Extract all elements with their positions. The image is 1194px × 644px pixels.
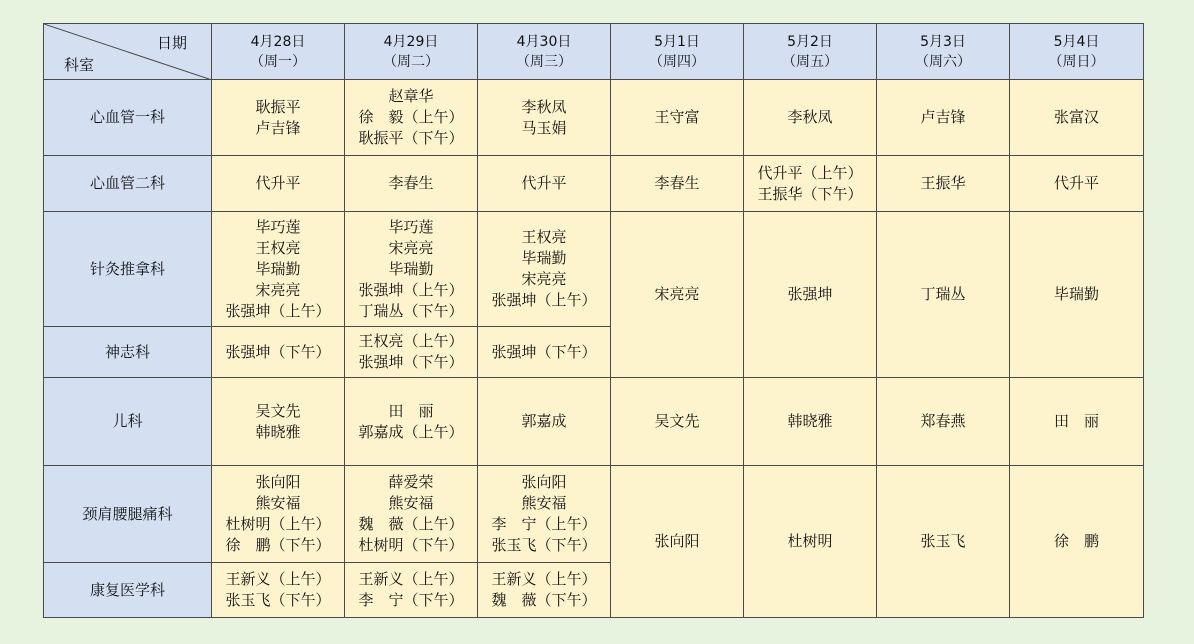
- duty-cell: [877, 156, 1010, 212]
- duty-cell: [478, 378, 611, 466]
- staff-name: 郭嘉成: [521, 412, 567, 430]
- staff-name: 田 丽: [388, 401, 434, 420]
- corner-date-label: 日期: [156, 34, 187, 52]
- staff-name: 郑春燕: [920, 412, 966, 430]
- staff-name: 郭嘉成（上午）: [358, 422, 464, 441]
- duty-cell: [611, 156, 744, 212]
- day-date: 4月30日: [516, 33, 572, 50]
- merged-duty-cell: [611, 212, 744, 378]
- staff-name: 王权亮: [255, 238, 301, 257]
- staff-name: 徐 鹏（下午）: [225, 536, 331, 554]
- staff-name: 张强坤（上午）: [225, 301, 331, 320]
- duty-cell: [877, 378, 1010, 466]
- staff-name: 李秋凤: [787, 108, 833, 126]
- staff-name: 赵章华: [388, 87, 434, 105]
- duty-cell: [611, 378, 744, 466]
- day-header: [611, 24, 744, 80]
- table-row: [44, 80, 1144, 156]
- staff-name: 韩晓雅: [787, 412, 833, 430]
- staff-name: 代升平: [255, 174, 301, 192]
- staff-name: 张强坤（下午）: [491, 342, 597, 361]
- day-weekday: （周六）: [915, 53, 971, 70]
- duty-cell: [345, 327, 478, 378]
- staff-name: 丁瑞丛: [920, 285, 966, 303]
- staff-name: 丁瑞丛（下午）: [358, 301, 464, 320]
- corner-dept-label: 科室: [64, 56, 95, 74]
- day-weekday: （周三）: [516, 53, 572, 70]
- staff-name: 宋亮亮: [521, 270, 567, 288]
- staff-name: 张强坤（下午）: [358, 353, 464, 371]
- duty-cell: [478, 80, 611, 156]
- merged-duty-cell: [877, 466, 1010, 618]
- staff-name: 马玉娟: [521, 118, 567, 137]
- duty-cell: [345, 378, 478, 466]
- staff-name: 宋亮亮: [388, 238, 434, 257]
- staff-name: 耿振平（下午）: [358, 129, 464, 147]
- staff-name: 李 宁（上午）: [491, 515, 597, 533]
- day-header: [744, 24, 877, 80]
- staff-name: 毕瑞勤: [388, 259, 434, 278]
- staff-name: 张富汉: [1053, 108, 1099, 126]
- duty-cell: [744, 156, 877, 212]
- staff-name: 熊安福: [388, 494, 434, 512]
- table-row: [44, 156, 1144, 212]
- staff-name: 宋亮亮: [654, 285, 700, 303]
- corner-header-cell: [44, 24, 212, 80]
- day-date: 5月4日: [1053, 33, 1100, 50]
- duty-cell: [212, 156, 345, 212]
- duty-cell: [345, 212, 478, 327]
- header-row: [44, 24, 1144, 80]
- merged-duty-cell: [1010, 466, 1144, 618]
- staff-name: 王新义（上午）: [358, 570, 464, 588]
- staff-name: 王新义（上午）: [491, 570, 597, 588]
- merged-duty-cell: [877, 212, 1010, 378]
- duty-schedule-table: [43, 23, 1144, 618]
- staff-name: 杜树明（上午）: [225, 515, 331, 533]
- duty-cell: [744, 378, 877, 466]
- staff-name: 张强坤: [787, 285, 833, 303]
- staff-name: 王权亮: [521, 228, 567, 246]
- duty-cell: [478, 563, 611, 618]
- staff-name: 薛爱荣: [388, 473, 434, 491]
- duty-cell: [212, 212, 345, 327]
- day-header: [212, 24, 345, 80]
- duty-cell: [212, 327, 345, 378]
- dept-name-cell: 神志科: [44, 327, 212, 378]
- staff-name: 韩晓雅: [255, 422, 301, 441]
- staff-name: 王守富: [654, 108, 700, 126]
- staff-name: 李秋凤: [521, 97, 567, 116]
- staff-name: 杜树明: [787, 532, 833, 550]
- day-weekday: （周五）: [782, 53, 838, 70]
- staff-name: 李春生: [388, 174, 434, 192]
- merged-duty-cell: [744, 212, 877, 378]
- day-header: [478, 24, 611, 80]
- day-weekday: （周二）: [383, 53, 439, 70]
- day-date: 4月29日: [383, 33, 439, 50]
- staff-name: 毕巧莲: [255, 217, 301, 236]
- duty-cell: [345, 156, 478, 212]
- duty-cell: [1010, 378, 1144, 466]
- duty-cell: [212, 378, 345, 466]
- staff-name: 张强坤（上午）: [491, 291, 597, 309]
- day-weekday: （周日）: [1048, 53, 1105, 70]
- staff-name: 吴文先: [255, 401, 301, 420]
- dept-name-cell: 心血管一科: [44, 80, 212, 156]
- day-date: 5月1日: [654, 33, 700, 50]
- merged-duty-cell: [1010, 212, 1144, 378]
- staff-name: 魏 薇（下午）: [491, 591, 597, 609]
- staff-name: 张强坤（上午）: [358, 280, 464, 299]
- staff-name: 张玉飞（下午）: [491, 536, 597, 554]
- staff-name: 张强坤（下午）: [225, 342, 331, 361]
- staff-name: 卢吉锋: [255, 118, 301, 137]
- table-row: [44, 466, 1144, 563]
- staff-name: 毕瑞勤: [255, 259, 301, 278]
- day-date: 4月28日: [250, 33, 306, 50]
- staff-name: 魏 薇（上午）: [358, 515, 464, 533]
- staff-name: 杜树明（下午）: [358, 536, 464, 554]
- staff-name: 耿振平: [255, 97, 301, 116]
- staff-name: 李春生: [654, 174, 700, 192]
- staff-name: 代升平: [1053, 174, 1099, 192]
- duty-cell: [345, 563, 478, 618]
- day-date: 5月2日: [787, 33, 833, 50]
- dept-name-cell: 康复医学科: [44, 563, 212, 618]
- staff-name: 张玉飞（下午）: [225, 591, 331, 609]
- merged-duty-cell: [611, 466, 744, 618]
- duty-cell: [611, 80, 744, 156]
- duty-cell: [478, 156, 611, 212]
- staff-name: 徐 毅（上午）: [358, 108, 464, 126]
- staff-name: 王振华（下午）: [757, 184, 863, 203]
- table-row: [44, 378, 1144, 466]
- duty-cell: [478, 212, 611, 327]
- duty-cell: [212, 80, 345, 156]
- staff-name: 徐 鹏: [1053, 532, 1099, 550]
- staff-name: 王权亮（上午）: [358, 332, 464, 350]
- table-row: [44, 212, 1144, 327]
- staff-name: 田 丽: [1053, 412, 1099, 430]
- staff-name: 毕瑞勤: [1053, 285, 1099, 303]
- staff-name: 代升平（上午）: [757, 163, 863, 182]
- day-weekday: （周一）: [250, 53, 306, 70]
- duty-cell: [345, 466, 478, 563]
- staff-name: 毕巧莲: [388, 217, 434, 236]
- staff-name: 张向阳: [654, 532, 700, 550]
- staff-name: 王振华: [920, 174, 966, 192]
- staff-name: 代升平: [521, 174, 567, 192]
- dept-name-cell: 儿科: [44, 378, 212, 466]
- day-header: [877, 24, 1010, 80]
- duty-cell: [1010, 156, 1144, 212]
- staff-name: 卢吉锋: [920, 108, 966, 126]
- staff-name: 王新义（上午）: [225, 570, 331, 588]
- staff-name: 张向阳: [255, 473, 301, 491]
- dept-name-cell: 颈肩腰腿痛科: [44, 466, 212, 563]
- day-date: 5月3日: [920, 33, 966, 50]
- duty-cell: [877, 80, 1010, 156]
- staff-name: 吴文先: [654, 412, 700, 430]
- staff-name: 张向阳: [521, 473, 567, 491]
- staff-name: 张玉飞: [920, 532, 966, 550]
- duty-cell: [744, 80, 877, 156]
- staff-name: 李 宁（下午）: [358, 591, 464, 609]
- duty-cell: [345, 80, 478, 156]
- duty-cell: [478, 327, 611, 378]
- day-weekday: （周四）: [649, 53, 705, 70]
- duty-cell: [212, 466, 345, 563]
- day-header: [1010, 24, 1144, 80]
- staff-name: 宋亮亮: [255, 280, 301, 299]
- dept-name-cell: 针灸推拿科: [44, 212, 212, 327]
- staff-name: 熊安福: [255, 494, 301, 512]
- duty-cell: [478, 466, 611, 563]
- merged-duty-cell: [744, 466, 877, 618]
- staff-name: 毕瑞勤: [521, 249, 567, 267]
- staff-name: 熊安福: [521, 494, 567, 512]
- day-header: [345, 24, 478, 80]
- duty-cell: [1010, 80, 1144, 156]
- dept-name-cell: 心血管二科: [44, 156, 212, 212]
- duty-cell: [212, 563, 345, 618]
